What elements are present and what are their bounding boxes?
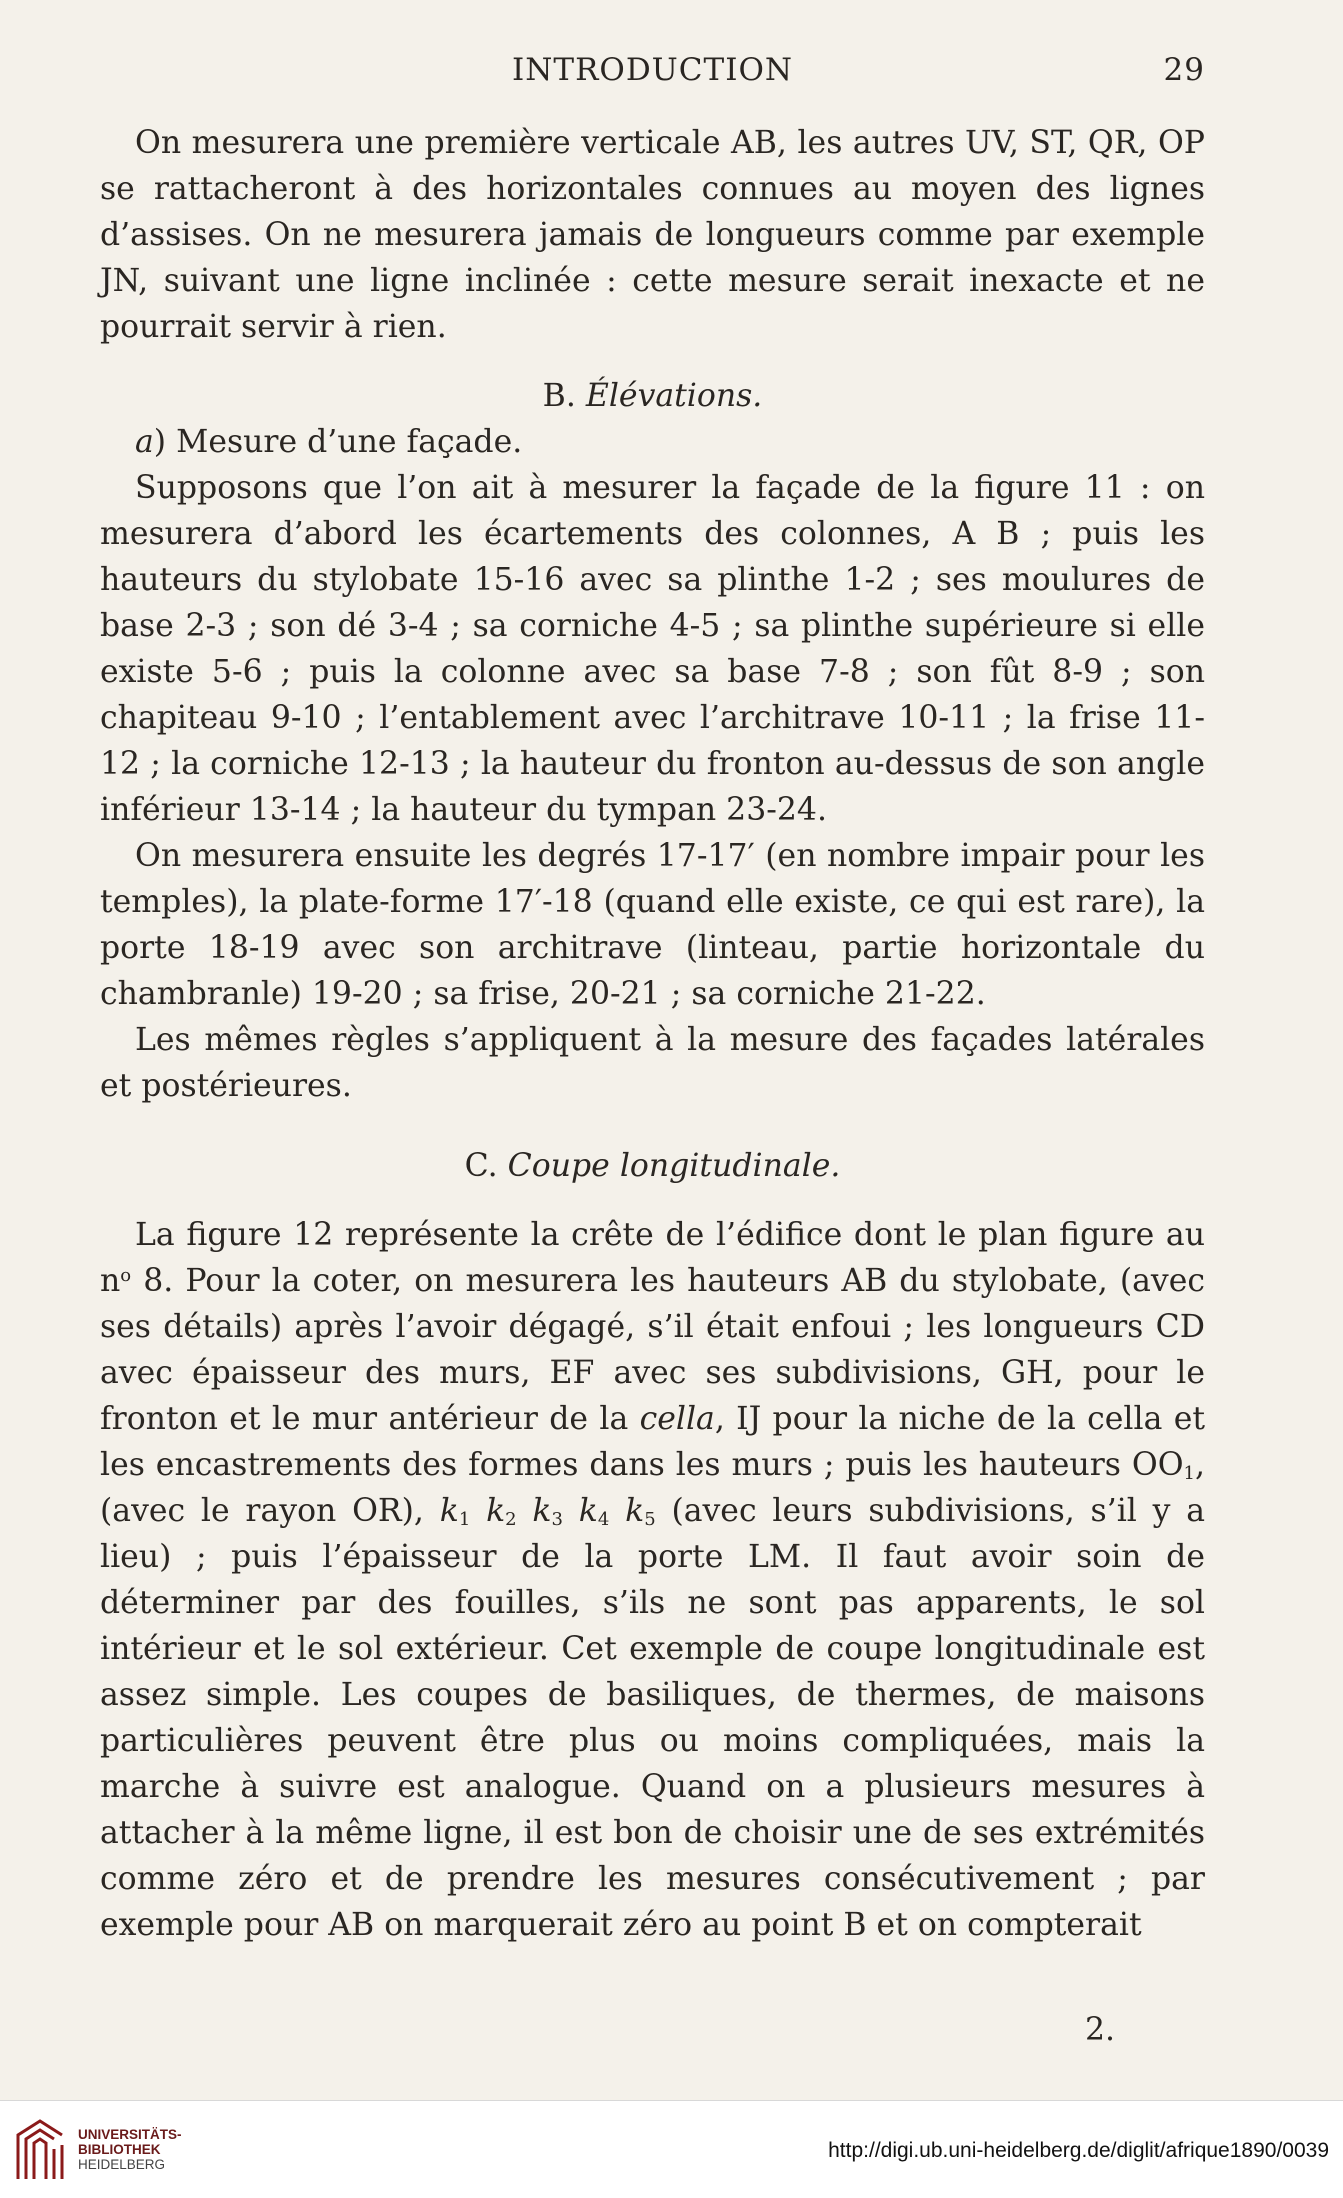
body-text: [100, 120, 1205, 1948]
paragraph-1: On mesurera une première verticale AB, les autres UV, ST, QR, OP se rattacheront à des horizontales connues au moyen des lignes d’assises. On ne mesurera jamais de longueurs comme par exemple JN, suivant une ligne inclinée : cette mesure serait inexacte et ne pourrait servir à rien.: [100, 125, 1205, 345]
section-heading-b: B. Élévations.: [542, 378, 763, 414]
running-head: [100, 52, 1205, 96]
library-name: UNIVERSITÄTS- BIBLIOTHEK HEIDELBERG: [78, 2127, 182, 2172]
paragraph-4: Les mêmes règles s’appliquent à la mesure des façades latérales et postérieures.: [100, 1022, 1205, 1104]
section-heading-c: C. Coupe longitudinale.: [464, 1148, 841, 1184]
paragraph-5: La figure 12 représente la crête de l’édifice dont le plan figure au $n^o$ 8. Pour la coter, on mesurera les hauteurs AB du stylobate, (avec ses détails) après l’avoir dégagé, s’il était enfoui ; les longueurs CD avec épaisseur des murs, EF avec ses subdivisions, GH, pour le fronton et le mur antérieur de la cella, IJ pour la niche de la cella et les encastrements des formes dans les murs ; puis les hauteurs $OO_1$, (avec le rayon OR), $k_1$ $k_2$ $k_3$ $k_4$ $k_5$ (avec leurs subdivisions, s’il y a lieu) ; puis l’épaisseur de la porte LM. Il faut avoir soin de déterminer par des fouilles, s’ils ne sont pas apparents, le sol intérieur et le sol extérieur. Cet exemple de coupe longitudinale est assez simple. Les coupes de basiliques, de thermes, de maisons particulières peuvent être plus ou moins compliquées, mais la marche à suivre est analogue. Quand on a plusieurs mesures à attacher à la même ligne, il est bon de choisir une de ses extrémités comme zéro et de prendre les mesures consécutivement ; par exemple pour AB on marquerait zéro au point B et on compterait: [100, 1217, 1206, 1943]
viewer-footer: [0, 2100, 1343, 2198]
running-title: INTRODUCTION: [512, 52, 793, 88]
paragraph-2: Supposons que l’on ait à mesurer la façade de la figure 11 : on mesurera d’abord les écartements des colonnes, A B ; puis les hauteurs du stylobate 15-16 avec sa plinthe 1-2 ; ses moulures de base 2-3 ; son dé 3-4 ; sa corniche 4-5 ; sa plinthe supérieure si elle existe 5-6 ; puis la colonne avec sa base 7-8 ; son fût 8-9 ; son chapiteau 9-10 ; l’entablement avec l’architrave 10-11 ; la frise 11-12 ; la corniche 12-13 ; la hauteur du fronton au-dessus de son angle inférieur 13-14 ; la hauteur du tympan 23-24.: [100, 470, 1205, 828]
page-number: 29: [1163, 52, 1205, 88]
subheading-a: a) Mesure d’une façade.: [135, 424, 523, 460]
signature-mark: 2.: [1084, 2012, 1116, 2048]
paragraph-3: On mesurera ensuite les degrés 17-17′ (en nombre impair pour les temples), la plate-forme 17′-18 (quand elle existe, ce qui est rare), la porte 18-19 avec son architrave (linteau, partie horizontale du chambranle) 19-20 ; sa frise, 20-21 ; sa corniche 21-22.: [100, 838, 1205, 1012]
library-logo-icon: [12, 2115, 68, 2185]
permalink-url[interactable]: http://digi.ub.uni-heidelberg.de/diglit/afrique1890/0039: [828, 2139, 1329, 2162]
